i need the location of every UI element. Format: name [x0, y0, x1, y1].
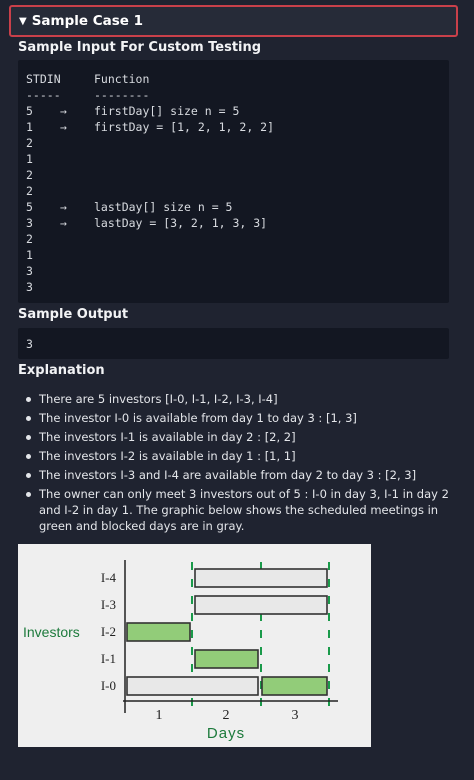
function-text: lastDay = [3, 2, 1, 3, 3]	[94, 216, 268, 230]
investor-label: I-2	[100, 624, 116, 639]
sample-input-title: Sample Input For Custom Testing	[18, 40, 262, 55]
stdin-value: 2	[26, 232, 33, 246]
y-axis-label: Investors	[23, 624, 80, 640]
schedule-bar-i-1	[195, 650, 258, 668]
arrow-icon: →	[60, 104, 67, 118]
stdin-value: 2	[26, 184, 33, 198]
day-tick-label: 1	[155, 708, 163, 723]
stdin-value: 5	[26, 104, 33, 118]
schedule-bar-i-2	[127, 623, 190, 641]
schedule-chart	[18, 544, 371, 747]
stdin-value: 1	[26, 120, 33, 134]
sample-input-code	[18, 60, 449, 303]
stdin-value: 2	[26, 168, 33, 182]
schedule-bar-i-0	[127, 677, 258, 695]
explanation-list	[22, 391, 452, 537]
triangle-down-icon: ▼	[19, 15, 27, 27]
explanation-item: The investor I-0 is available from day 1 to day 3 : [1, 3]	[22, 410, 452, 426]
stdin-value: 1	[26, 248, 33, 262]
investor-label: I-4	[100, 570, 116, 585]
explanation-item: The investors I-3 and I-4 are available from day 2 to day 3 : [2, 3]	[22, 467, 452, 483]
function-text: firstDay = [1, 2, 1, 2, 2]	[94, 120, 275, 134]
stdin-value: STDIN	[26, 72, 61, 86]
investor-label: I-0	[100, 678, 116, 693]
explanation-item: The owner can only meet 3 investors out of 5 : I-0 in day 3, I-1 in day 2 and I-2 in day 1. The graphic below shows the scheduled meetings in green and blocked days are in gray.	[22, 486, 452, 534]
stdin-value: 2	[26, 136, 33, 150]
investor-label: I-1	[100, 651, 116, 666]
schedule-bar-i-0	[262, 677, 327, 695]
day-tick-label: 2	[222, 708, 230, 723]
arrow-icon: →	[60, 200, 67, 214]
function-text: --------	[94, 88, 150, 102]
sample-output-title: Sample Output	[18, 307, 129, 322]
day-tick-label: 3	[291, 708, 299, 723]
sample-case-label: Sample Case 1	[31, 13, 144, 29]
explanation-item: There are 5 investors [I-0, I-1, I-2, I-3, I-4]	[22, 391, 452, 407]
explanation-item: The investors I-2 is available in day 1 : [1, 1]	[22, 448, 452, 464]
function-text: firstDay[] size n = 5	[94, 104, 240, 118]
function-text: Function	[94, 72, 150, 86]
arrow-icon: →	[60, 216, 67, 230]
sample-case-toggle[interactable]	[9, 5, 458, 37]
stdin-value: 3	[26, 216, 33, 230]
arrow-icon: →	[60, 120, 67, 134]
sample-output-value: 3	[26, 337, 33, 351]
function-text: lastDay[] size n = 5	[94, 200, 233, 214]
sample-output-code	[18, 328, 449, 359]
stdin-value: -----	[26, 88, 61, 102]
stdin-value: 3	[26, 280, 33, 294]
stdin-value: 5	[26, 200, 33, 214]
explanation-title: Explanation	[18, 363, 105, 378]
schedule-bar-i-3	[195, 596, 327, 614]
stdin-value: 1	[26, 152, 33, 166]
stdin-value: 3	[26, 264, 33, 278]
schedule-bar-i-4	[195, 569, 327, 587]
investor-label: I-3	[100, 597, 116, 612]
explanation-item: The investors I-1 is available in day 2 : [2, 2]	[22, 429, 452, 445]
x-axis-label: Days	[206, 725, 246, 742]
